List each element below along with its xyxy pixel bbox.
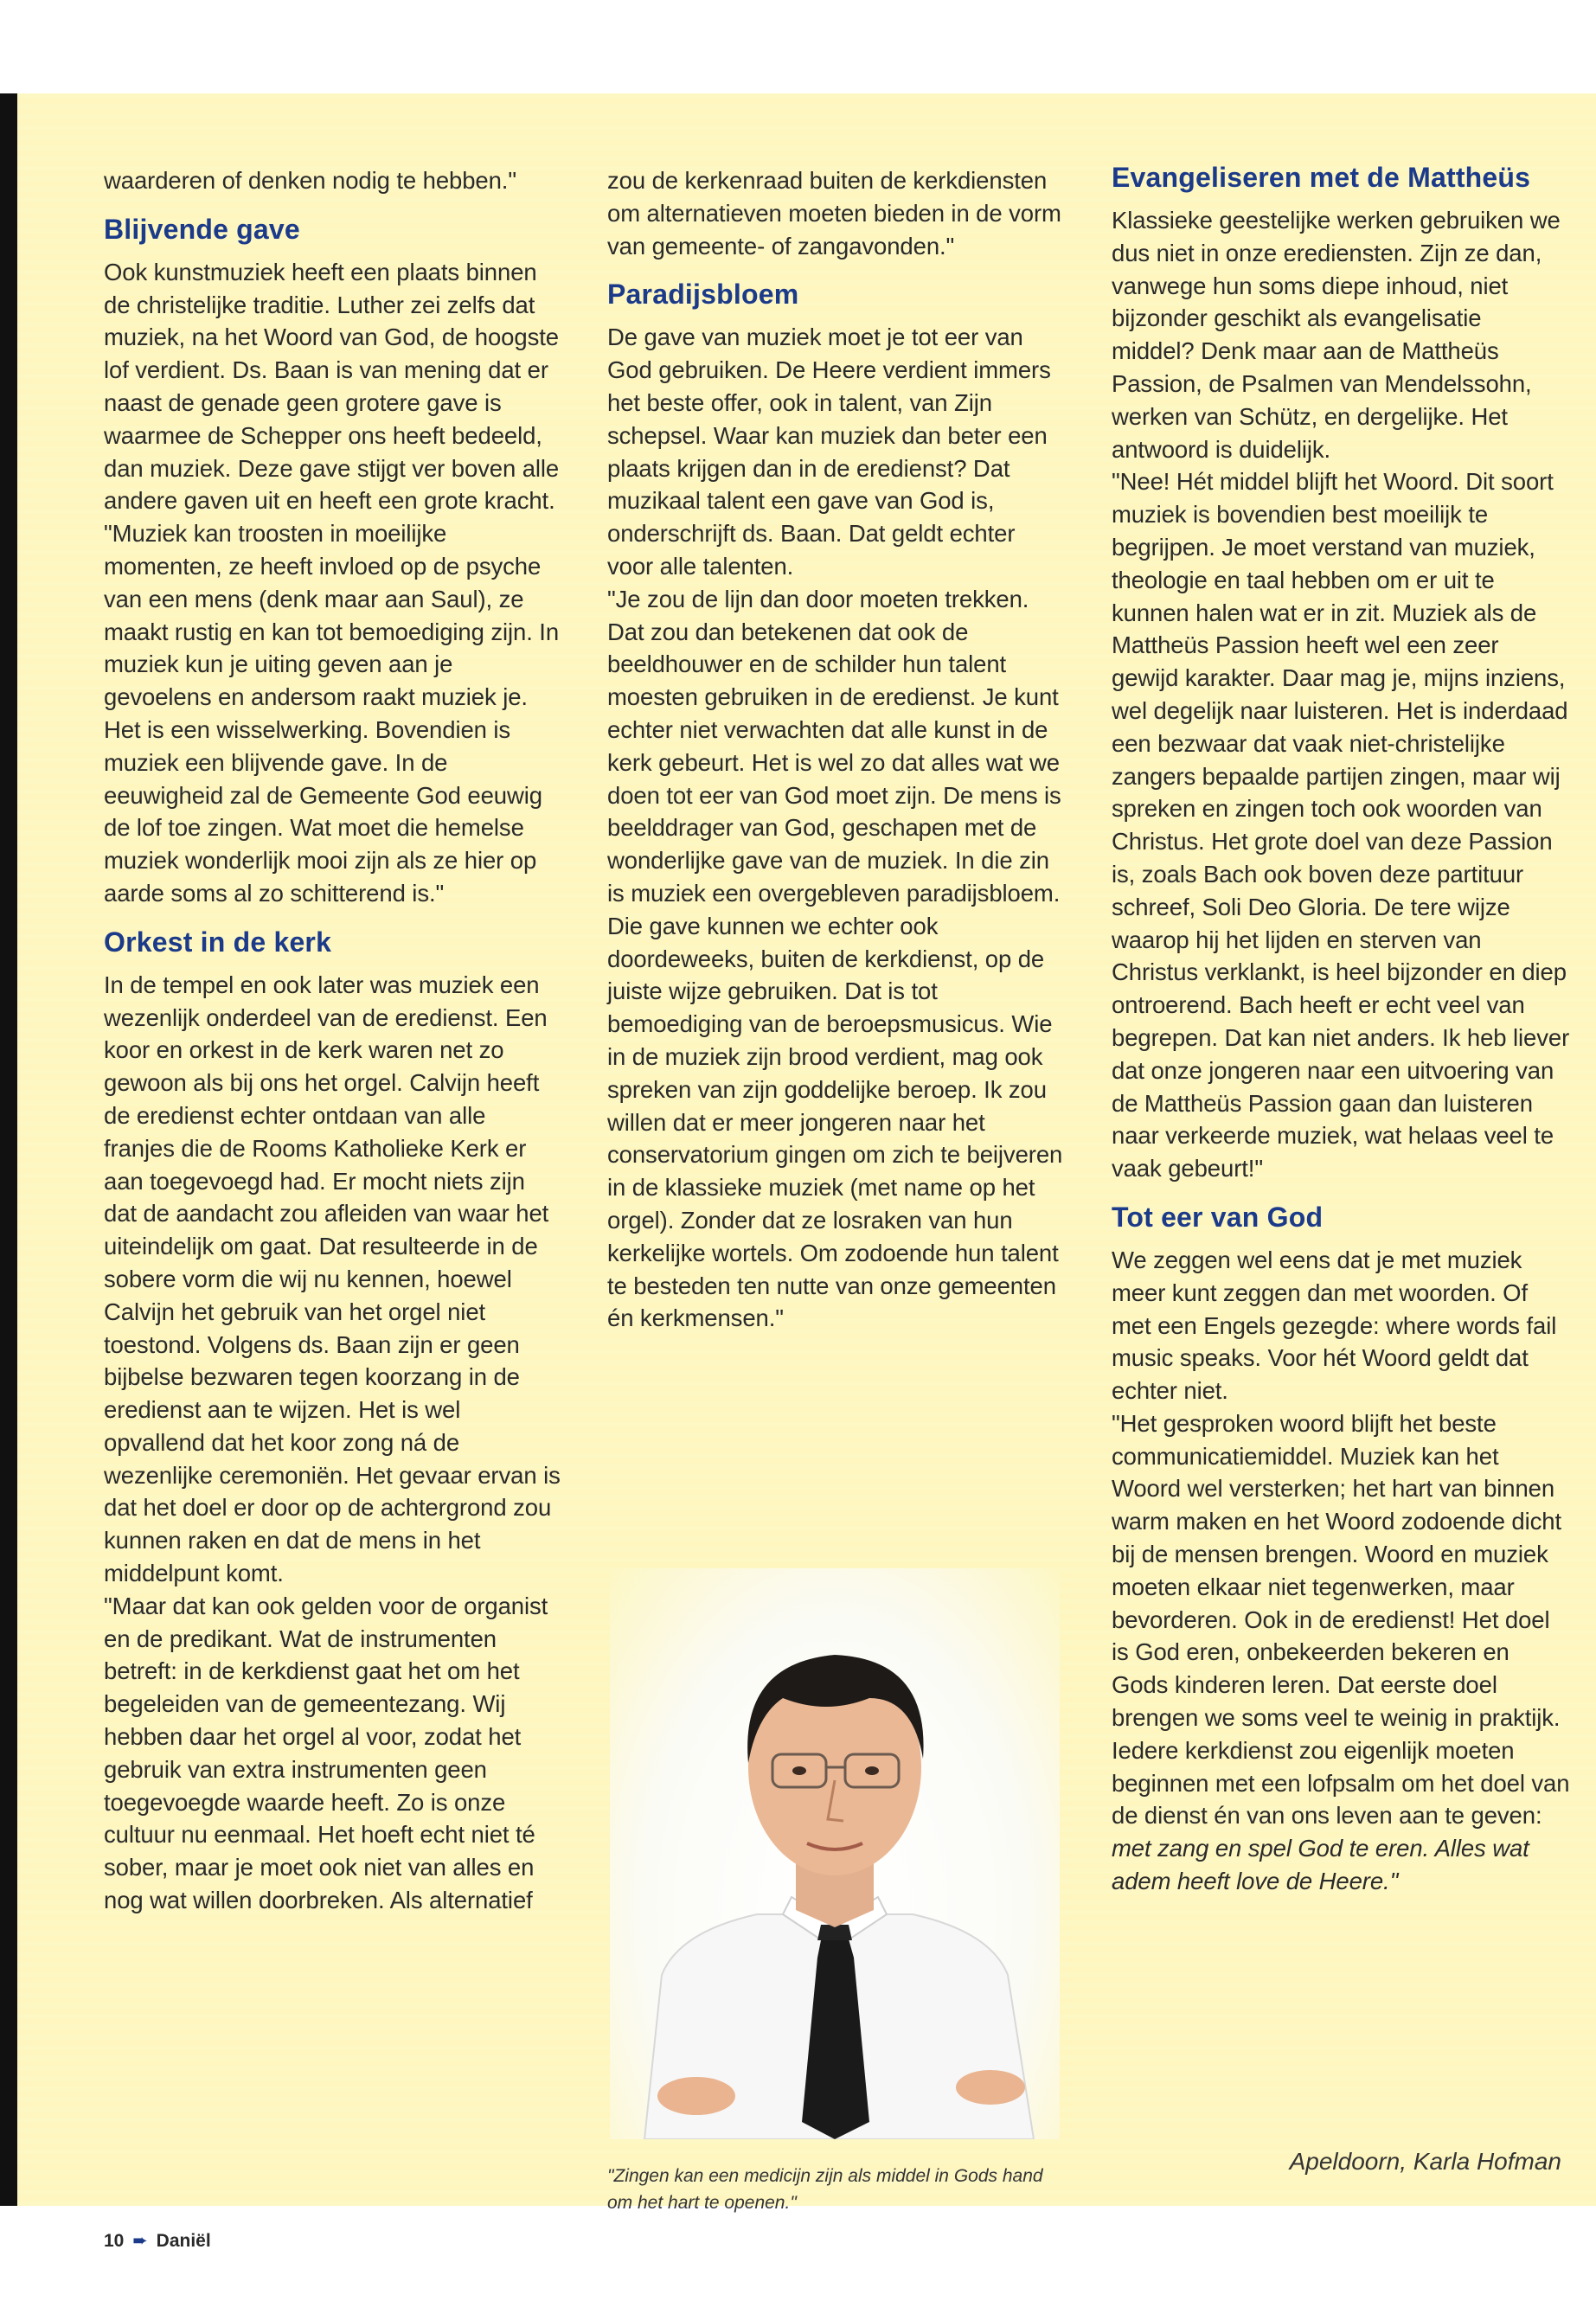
column-1 [104, 164, 562, 1917]
paragraph: "Muziek kan troosten in moeilijke momenten, ze heeft invloed op de psyche van een mens (denk maar aan Saul), ze maakt rustig en kan tot bemoediging zijn. In muziek kun je uiting geven aan je gevoelens en andersom raakt muziek je. Het is een wisselwerking. Bovendien is muziek een blijvende gave. In de eeuwigheid zal de Gemeente God eeuwig de lof toe zingen. Wat moet die hemelse muziek wonderlijk mooi zijn als ze hier op aarde soms al zo schitterend is." [104, 520, 560, 907]
author-signature: Apeldoorn, Karla Hofman [1289, 2148, 1561, 2175]
page-number: 10 [104, 2231, 125, 2251]
column-2 [607, 164, 1066, 1335]
portrait-photo [610, 1568, 1060, 2139]
heading-evangeliseren: Evangeliseren met de Mattheüs [1112, 162, 1531, 193]
arrow-icon: ➨ [132, 2231, 148, 2251]
paragraph: We zeggen wel eens dat je met muziek meer kunt zeggen dan met woorden. Of met een Engels gezegde: where words fail music speaks. Voor hét Woord geldt dat echter niet. [1112, 1246, 1557, 1405]
heading-tot-eer-van-god: Tot eer van God [1112, 1201, 1324, 1233]
heading-orkest-in-de-kerk: Orkest in de kerk [104, 926, 332, 958]
paragraph: Ook kunstmuziek heeft een plaats binnen de christelijke traditie. Luther zei zelfs dat muziek, na het Woord van God, de hoogste lof verdient. Ds. Baan is van mening dat er naast de genade geen grotere gave is waarmee de Schepper ons heeft bedeeld, dan muziek. Deze gave stijgt ver boven alle andere gaven uit en heeft een grote kracht. [104, 258, 560, 515]
paragraph: "Nee! Hét middel blijft het Woord. Dit soort muziek is bovendien best moeilijk te begrijpen. Je moet verstand van muziek, theologie en taal hebben om er uit te kunnen halen wat er in zit. Muziek als de Mattheüs Passion heeft wel een zeer gewijd karakter. Daar mag je, mijns inziens, wel degelijk naar luisteren. Het is inderdaad een bezwaar dat vaak niet-christelijke zangers bepaalde partijen zingen, maar wij spreken en zingen toch ook woorden van Christus. Het grote doel van deze Passion is, zoals Bach ook boven deze partituur schreef, Soli Deo Gloria. De tere wijze waarop hij het lijden en sterven van Christus verklankt, is heel bijzonder en diep ontroerend. Bach heeft er echt veel van begrepen. Dat kan niet anders. Ik heb liever dat onze jongeren naar een uitvoering van de Mattheüs Passion gaan dan luisteren naar verkeerde muziek, wat helaas veel te vaak gebeurt!" [1112, 468, 1570, 1183]
paragraph: "Je zou de lijn dan door moeten trekken. Dat zou dan betekenen dat ook de beeldhouwer en de schilder hun talent moesten gebruiken in de eredienst. Je kunt echter niet verwachten dat alle kunst in de kerk gebeurt. Het is wel zo dat alles wat we doen tot eer van God moet zijn. De mens is beelddrager van God, geschapen met de wonderlijke gave van de muziek. In die zin is muziek een overgebleven paradijsbloem. Die gave kunnen we echter ook doordeweeks, buiten de kerkdienst, op de juiste wijze gebruiken. Dat is tot bemoediging van de beroepsmusicus. Wie in de muziek zijn brood verdient, mag ook spreken van zijn goddelijke beroep. Ik zou willen dat er meer jongeren naar het conservatorium gingen om zich te beijveren in de klassieke muziek (met name op het orgel). Zonder dat ze losraken van hun kerkelijke wortels. Om zodoende hun talent te besteden ten nutte van onze gemeenten én kerkmensen." [607, 585, 1063, 1332]
paragraph [1112, 1407, 1570, 1898]
paragraph: Klassieke geestelijke werken gebruiken we dus niet in onze erediensten. Zijn ze dan, vanwege hun soms diepe inhoud, niet bijzonder geschikt als evangelisatie middel? Denk maar aan de Mattheüs Passion, de Psalmen van Mendelssohn, werken van Schütz, en dergelijke. Het antwoord is duidelijk. [1112, 207, 1561, 463]
heading-paradijsbloem: Paradijsbloem [607, 279, 799, 311]
paragraph-emphasis: met zang en spel God te eren. Alles wat adem heeft love de Heere." [1112, 1835, 1529, 1895]
binding-edge [0, 93, 17, 2206]
heading-blijvende-gave: Blijvende gave [104, 213, 300, 245]
portrait-illustration [610, 1568, 1060, 2139]
column-3 [1112, 159, 1570, 1898]
paragraph: De gave van muziek moet je tot eer van God gebruiken. De Heere verdient immers het beste offer, ook in talent, van Zijn schepsel. Waar kan muziek dan beter een plaats krijgen dan in de eredienst? Dat muzikaal talent een gave van God is, onderschrijft ds. Baan. Dat geldt echter voor alle talenten. [607, 324, 1051, 580]
paragraph-text: "Het gesproken woord blijft het beste communicatiemiddel. Muziek kan het Woord wel versterken; het hart van binnen warm maken en het Woord zodoende dicht bij de mensen brengen. Woord en muziek moeten elkaar niet tegenwerken, maar bevorderen. Ook in de eredienst! Het doel is God eren, onbekeerden bekeren en Gods kinderen leren. Dat eerste doel brengen we soms veel te weinig in praktijk. Iedere kerkdienst zou eigenlijk moeten beginnen met een lofpsalm om het doel van de dienst én van ons leven aan te geven: [1112, 1409, 1570, 1830]
photo-caption: "Zingen kan een medicijn zijn als middel in Gods hand om het hart te openen." [607, 2166, 1043, 2213]
magazine-page [0, 93, 1596, 2251]
paragraph: zou de kerkenraad buiten de kerkdiensten om alternatieven moeten bieden in de vorm van gemeente- of zangavonden." [607, 167, 1061, 260]
page-footer [104, 2230, 211, 2252]
paragraph: "Maar dat kan ook gelden voor de organist en de predikant. Wat de instrumenten betreft: in de kerkdienst gaat het om het begeleiden van de gemeentezang. Wij hebben daar het orgel al voor, zodat het gebruik van extra instrumenten geen toegevoegde waarde heeft. Zo is onze cultuur nu eenmaal. Het hoeft echt niet té sober, maar je moet ook niet van alles en nog wat willen doorbreken. Als alternatief [104, 1592, 548, 1914]
magazine-name: Daniël [156, 2231, 211, 2251]
paragraph: In de tempel en ook later was muziek een wezenlijk onderdeel van de eredienst. Een koor en orkest in de kerk waren net zo gewoon als bij ons het orgel. Calvijn heeft de eredienst echter ontdaan van alle franjes die de Rooms Katholieke Kerk er aan toegevoegd had. Er mocht niets zijn dat de aandacht zou afleiden van waar het uiteindelijk om gaat. Dat resulteerde in de sobere vorm die wij nu kennen, hoewel Calvijn het gebruik van het orgel niet toestond. Volgens ds. Baan zijn er geen bijbelse bezwaren tegen koorzang in de eredienst aan te wijzen. Het is wel opvallend dat het koor zong ná de wezenlijke ceremoniën. Het gevaar ervan is dat het doel er door op de achtergrond zou kunnen raken en dat de mens in het middelpunt komt. [104, 971, 561, 1587]
paragraph: waarderen of denken nodig te hebben." [104, 167, 516, 194]
